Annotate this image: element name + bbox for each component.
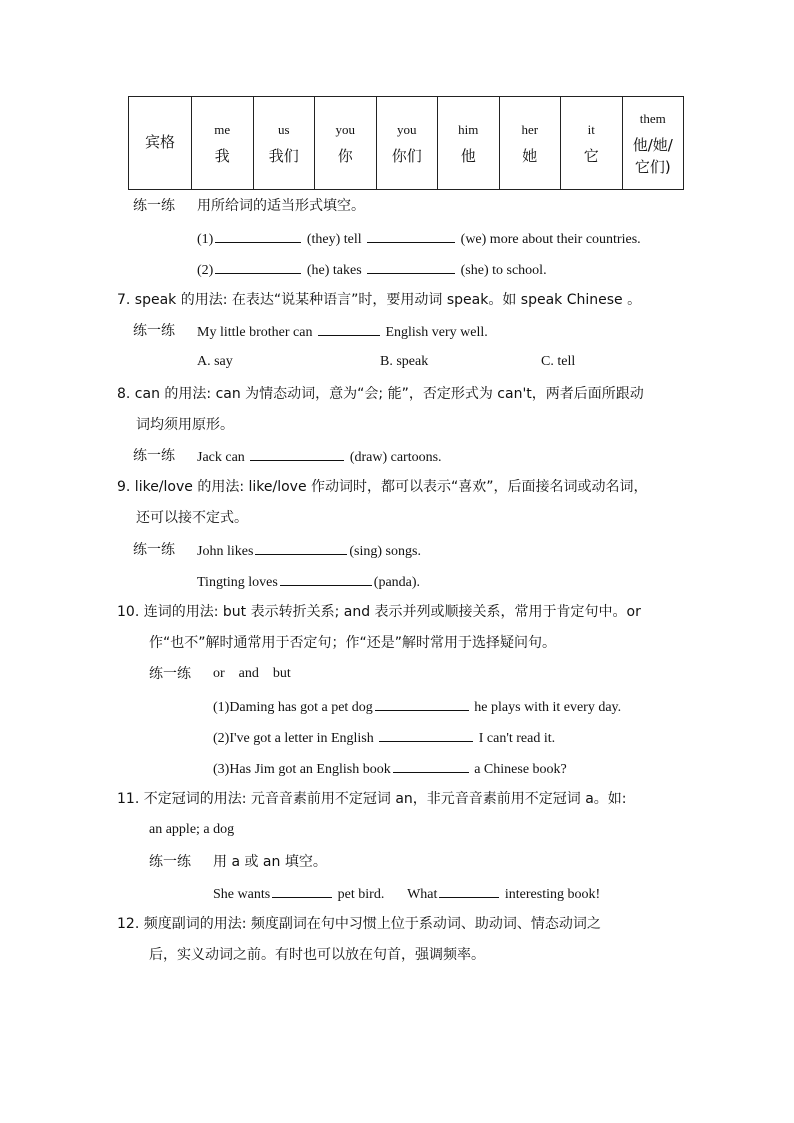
cell-chinese: 它 (583, 147, 599, 165)
section-title-continued: 作“也不”解时通常用于否定句；作“还是”解时常用于选择疑问句。 (149, 635, 557, 651)
table-cell (192, 97, 254, 190)
practice-label: 练一练 (149, 666, 191, 682)
cell-english: him (458, 122, 479, 137)
cell-chinese: 他 (460, 147, 476, 165)
answer-blank[interactable] (367, 228, 455, 243)
section-title: 8. can 的用法: can 为情态动词，意为“会; 能”，否定形式为 can't，两者后面所跟动 (117, 386, 644, 402)
cell-chinese: 我们 (268, 147, 299, 165)
cell-chinese: 他/她/它们) (632, 136, 673, 176)
cell-chinese: 你们 (391, 147, 422, 165)
cell-chinese: 我 (214, 147, 230, 165)
choice-option[interactable]: C. tell (541, 354, 576, 369)
exercise-text: (we) more about their countries. (460, 232, 641, 247)
exercise-line (213, 758, 567, 780)
exercise-text: (he) (306, 263, 330, 278)
practice-label: 练一练 (133, 198, 175, 214)
answer-blank[interactable] (367, 259, 455, 274)
exercise-text: (they) (306, 232, 341, 247)
table-row (129, 97, 684, 190)
answer-blank[interactable] (280, 571, 372, 586)
cell-chinese: 你 (337, 147, 353, 165)
exercise-text: What (407, 887, 438, 902)
exercise-text: pet bird. (337, 887, 385, 902)
table-cell (376, 97, 438, 190)
section-title-continued: 还可以接不定式。 (136, 510, 248, 526)
cell-english: me (214, 122, 231, 137)
answer-blank[interactable] (393, 758, 469, 773)
exercise-text: (sing) songs. (349, 544, 421, 559)
exercise-text: I can't read it. (478, 731, 556, 746)
cell-english: you (397, 122, 417, 137)
exercise-text: (panda). (373, 575, 421, 590)
exercise-number: (1) (197, 232, 214, 247)
answer-blank[interactable] (379, 727, 473, 742)
cell-english: it (587, 122, 595, 137)
table-header-cell: 宾格 (129, 97, 192, 190)
table-cell (561, 97, 623, 190)
section-title: 9. like/love 的用法: like/love 作动词时，都可以表示“喜欢”，后面接名词或动名词， (117, 479, 648, 495)
answer-blank[interactable] (375, 696, 469, 711)
exercise-text: (3)Has Jim got an English book (213, 762, 391, 777)
exercise-text: John likes (197, 544, 254, 559)
answer-blank[interactable] (439, 883, 499, 898)
cell-english: them (639, 111, 666, 126)
cell-english: her (521, 122, 539, 137)
choice-option[interactable]: B. speak (380, 354, 429, 369)
exercise-text: interesting book! (504, 887, 601, 902)
exercise-text: takes (332, 263, 362, 278)
answer-blank[interactable] (255, 540, 347, 555)
exercise-text: My little brother can (197, 325, 313, 340)
exercise-text: a Chinese book? (474, 762, 567, 777)
section-title: 12. 频度副词的用法: 频度副词在句中习惯上位于系动词、助动词、情态动词之 (117, 916, 601, 932)
section-title-continued: 词均须用原形。 (136, 417, 234, 433)
exercise-number: (2) (197, 263, 214, 278)
answer-blank[interactable] (215, 228, 301, 243)
exercise-text: (2)I've got a letter in English (213, 731, 374, 746)
exercise-text: Tingting loves (197, 575, 278, 590)
answer-blank[interactable] (272, 883, 332, 898)
practice-label: 练一练 (149, 854, 191, 870)
choice-option[interactable]: A. say (197, 354, 233, 369)
exercise-text: She wants (213, 887, 271, 902)
practice-label: 练一练 (133, 448, 175, 464)
practice-label: 练一练 (133, 323, 175, 339)
table-cell (622, 97, 684, 190)
exercise-line (197, 228, 641, 250)
table-cell (438, 97, 500, 190)
practice-instruction: 用所给词的适当形式填空。 (197, 198, 365, 214)
practice-label: 练一练 (133, 542, 175, 558)
section-title: 10. 连词的用法: but 表示转折关系; and 表示并列或顺接关系，常用于肯定句中。or (117, 604, 641, 620)
exercise-text: he plays with it every day. (474, 700, 622, 715)
exercise-text: (she) to school. (460, 263, 547, 278)
practice-instruction: 用 a 或 an 填空。 (213, 854, 327, 870)
exercise-line (213, 727, 555, 749)
section-title-continued: an apple; a dog (149, 822, 235, 837)
exercise-line (213, 696, 621, 718)
exercise-line (197, 571, 420, 593)
answer-blank[interactable] (318, 321, 380, 336)
cell-english: us (277, 122, 290, 137)
answer-blank[interactable] (215, 259, 301, 274)
exercise-line (197, 446, 442, 468)
exercise-line (197, 259, 547, 281)
exercise-text: (1)Daming has got a pet dog (213, 700, 373, 715)
answer-blank[interactable] (250, 446, 344, 461)
object-pronoun-table (128, 96, 684, 190)
cell-english: you (335, 122, 355, 137)
table-cell (253, 97, 315, 190)
section-title-continued: 后，实义动词之前。有时也可以放在句首，强调频率。 (149, 947, 485, 963)
cell-chinese: 她 (522, 147, 538, 165)
section-title: 7. speak 的用法: 在表达“说某种语言”时，要用动词 speak。如 speak Chinese 。 (117, 292, 642, 308)
table-cell (499, 97, 561, 190)
exercise-text: Jack can (197, 450, 245, 465)
table-cell (315, 97, 377, 190)
word-bank: or and but (213, 666, 291, 681)
exercise-text: English very well. (385, 325, 488, 340)
exercise-line (197, 540, 421, 562)
exercise-text: (draw) cartoons. (349, 450, 442, 465)
exercise-line (213, 883, 600, 905)
exercise-line (197, 321, 488, 343)
section-title: 11. 不定冠词的用法: 元音音素前用不定冠词 an，非元音音素前用不定冠词 a。如: (117, 791, 627, 807)
exercise-text: tell (343, 232, 362, 247)
